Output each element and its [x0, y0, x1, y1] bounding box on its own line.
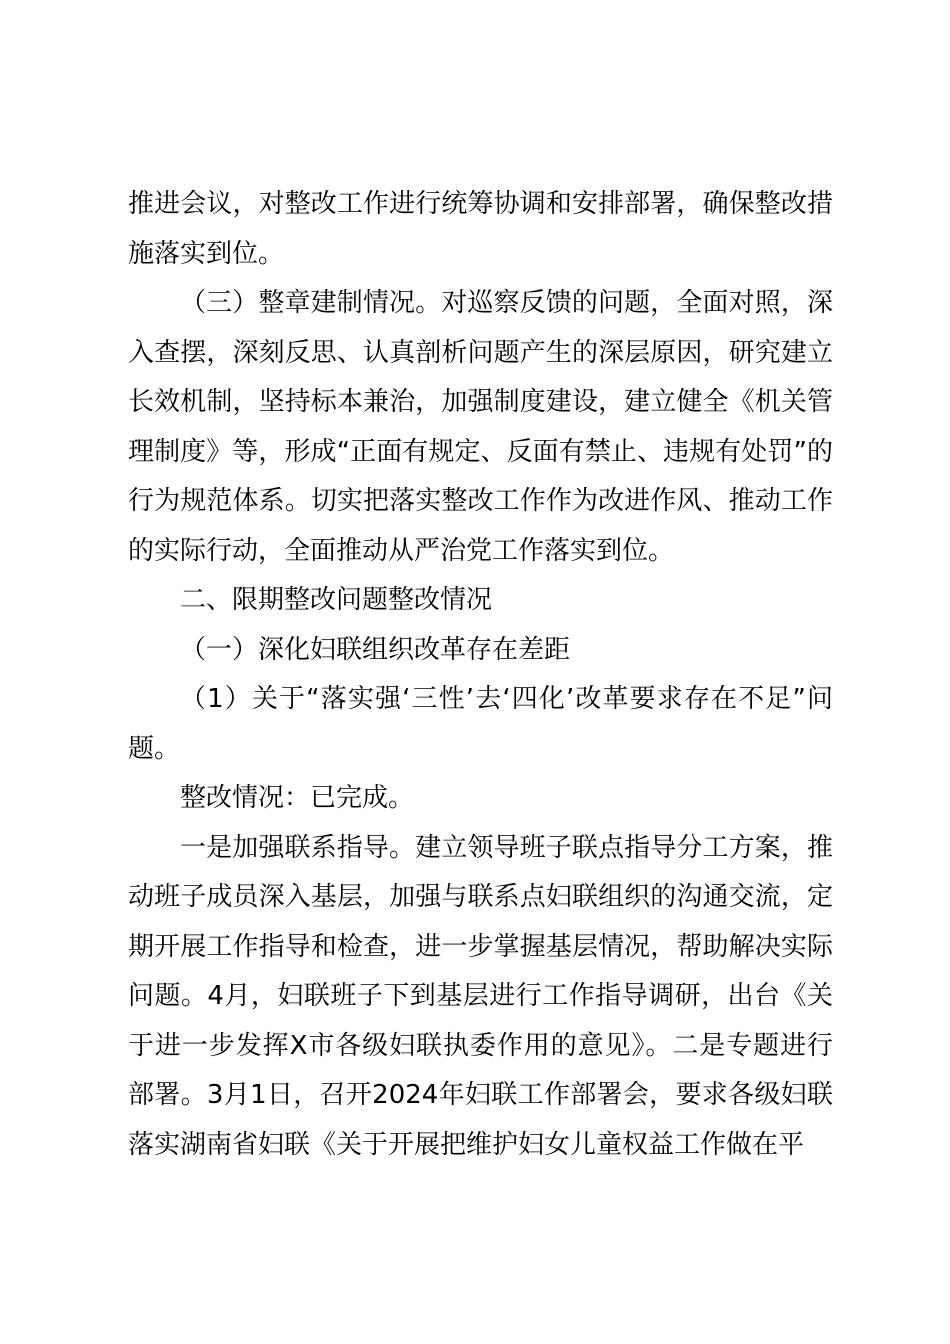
paragraph-measures: 一是加强联系指导。建立领导班子联点指导分工方案，推动班子成员深入基层，加强与联系点妇联组织的沟通交流，定期开展工作指导和检查，进一步掌握基层情况，帮助解决实际问题。4月，妇联班子下到基层进行工作指导调研，出台《关于进一步发挥X市各级妇联执委作用的意见》。二是专题进行部署。3月1日，召开2024年妇联工作部署会，要求各级妇联落实湖南省妇联《关于开展把维护妇女儿童权益工作做在平: [128, 832, 833, 1160]
paragraph-rectification-status: 整改情况：已完成。: [180, 783, 415, 813]
document-body: [128, 180, 833, 1170]
paragraph-continuation: 推进会议，对整改工作进行统筹协调和安排部署，确保整改措施落实到位。: [128, 189, 833, 269]
paragraph-rules-building: （三）整章建制情况。对巡察反馈的问题，全面对照，深入查摆，深刻反思、认真剖析问题产生的深层原因，研究建立长效机制，坚持标本兼治，加强制度建设，建立健全《机关管理制度》等，形成“正面有规定、反面有禁止、违规有处罚”的行为规范体系。切实把落实整改工作作为改进作风、推动工作的实际行动，全面推动从严治党工作落实到位。: [128, 288, 833, 566]
paragraph-issue-1: （1）关于“落实强‘三性’去‘四化’改革要求存在不足”问题。: [128, 684, 833, 764]
subsection-heading-reform-gap: （一）深化妇联组织改革存在差距: [180, 634, 571, 665]
section-heading-deadline-rectification: 二、限期整改问题整改情况: [180, 585, 493, 615]
